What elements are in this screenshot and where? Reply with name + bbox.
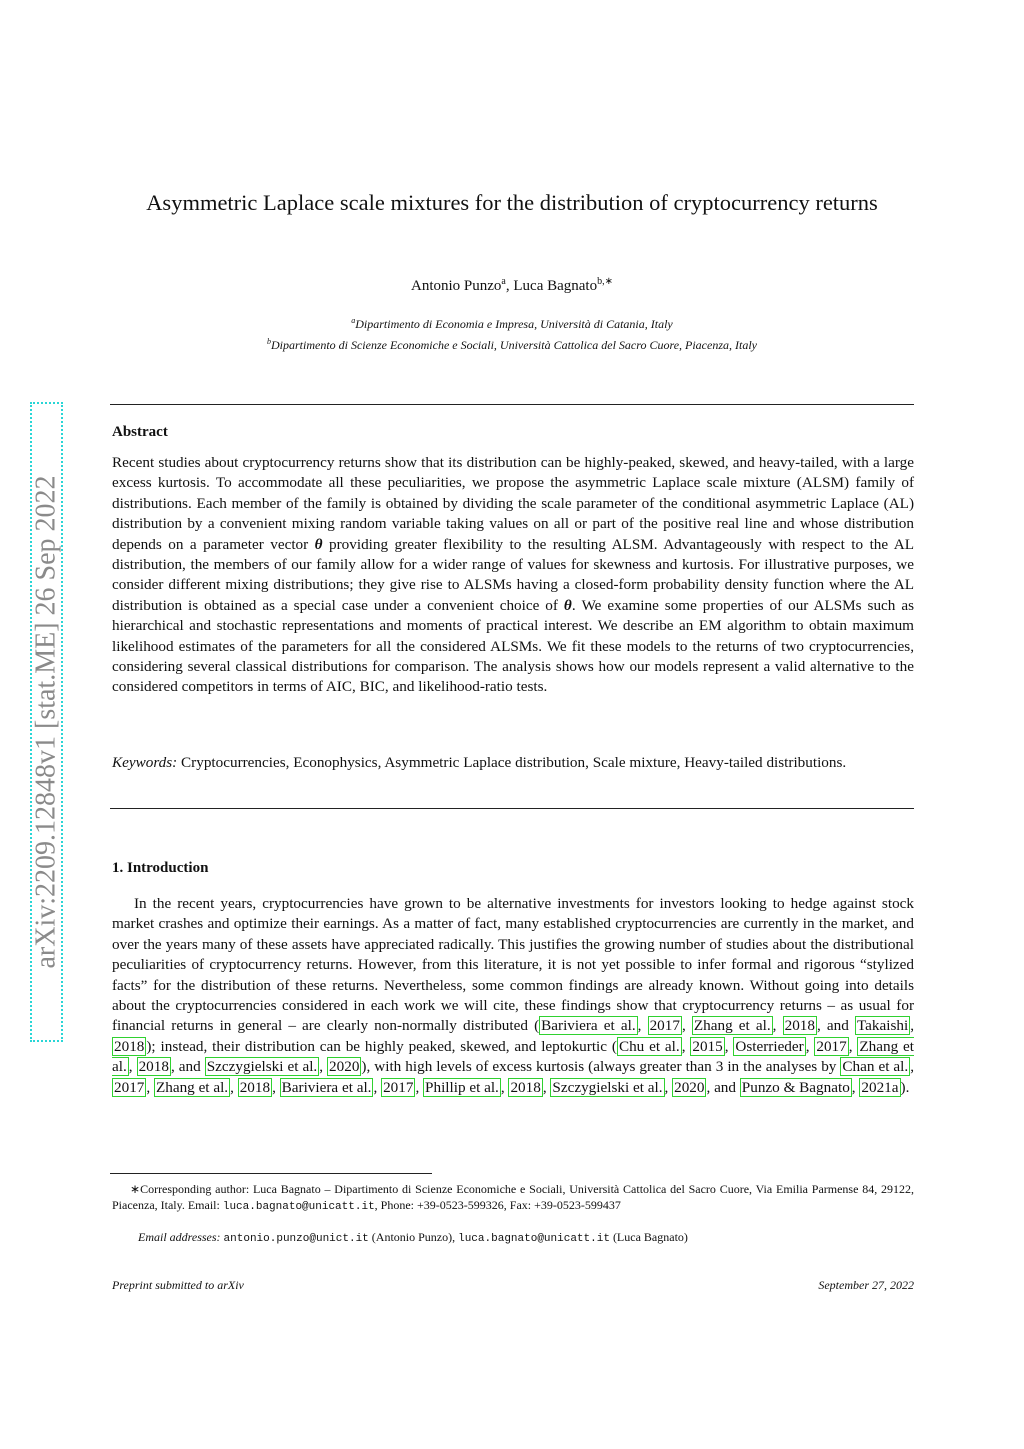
abstract-text: providing greater flexibility to the resulting ALSM. Advantageously with respect to the AL distribution, the members of our family allow for a wider range of values for skewness and kurtosis. For illustrative purposes, we consider different mixing distributions; they give rise to ALSMs having a closed-form probability density function where the AL distribution is obtained as a special case under a convenient choice of [112,535,914,614]
separator: , and [706,1078,740,1096]
abstract-heading: Abstract [112,424,168,440]
citation-link[interactable]: Chu et al. [618,1037,680,1055]
citation-link[interactable]: 2017 [816,1037,847,1055]
separator: , [805,1037,815,1055]
theta-symbol: θ [563,596,572,614]
separator: , [681,1017,692,1035]
arxiv-identifier: arXiv:2209.12848v1 [stat.ME] 26 Sep 2022 [30,475,62,969]
author-affiliation-mark: b,∗ [597,276,613,287]
footnote-mark: ∗ [130,1182,141,1196]
citation-link[interactable]: Takaishi [856,1017,909,1035]
citation-link[interactable]: Chan et al. [842,1058,909,1076]
citation-link[interactable]: Osterrieder [735,1037,804,1055]
arxiv-identifier-box [30,402,63,1042]
email-addresses-label: Email addresses: [138,1230,221,1244]
abstract-top-rule [110,404,914,405]
intro-text: ), with high levels of excess kurtosis (always greater than 3 in the analyses by [361,1058,841,1076]
intro-text: In the recent years, cryptocurrencies have grown to be alternative investments for investors looking to hedge against stock market crashes and optimize their earnings. As a matter of fact, many established cryptocurrencies are currently in the market, and over the years many of these assets have appreciated radically. This justifies the growing number of studies about the distributional peculiarities of cryptocurrency returns. However, from this literature, it is not yet possible to infer formal and rigorous “stylized facts” for the distribution of these returns. Nevertheless, some common findings are already known. Without going into details about the cryptocurrencies considered in each work we will cite, these findings show that cryptocurrency returns – as usual for financial returns in general – are clearly non-normally distributed ( [112,895,914,1035]
citation-link[interactable]: 2018 [138,1058,169,1076]
corresponding-author-footnote [112,1181,914,1215]
separator: , [724,1037,734,1055]
email-addresses-footnote [112,1229,914,1247]
paper-title: Asymmetric Laplace scale mixtures for the distribution of cryptocurrency returns [146,190,878,215]
abstract-body [112,453,914,698]
affiliation-text: Dipartimento di Economia e Impresa, Università di Catania, Italy [355,317,673,331]
separator: , and [816,1017,855,1035]
citation-link[interactable]: Zhang et al. [693,1017,771,1035]
separator: , [128,1058,137,1076]
footnote-rule [110,1173,432,1174]
separator: , [542,1078,551,1096]
footnote-text: , Phone: +39-0523-599326, Fax: +39-0523-599437 [374,1198,621,1212]
citation-link[interactable]: Szczygielski et al. [206,1058,318,1076]
citation-link[interactable]: Zhang et al. [155,1078,229,1096]
citation-link[interactable]: 2020 [329,1058,360,1076]
separator: , [637,1017,648,1035]
separator: , [319,1058,328,1076]
theta-symbol: θ [314,535,323,553]
citation-link[interactable]: 2015 [692,1037,723,1055]
citation-link[interactable]: Phillip et al. [425,1078,499,1096]
separator: , [910,1017,915,1035]
citation-link[interactable]: 2021a [861,1078,899,1096]
author-list: Antonio Punzo$^a$, Luca Bagnato$^{b,∗}$ [411,276,613,294]
author-affiliation-mark: a [501,276,506,287]
citation-link[interactable]: 2017 [649,1017,680,1035]
citation-link[interactable]: 2020 [674,1078,705,1096]
affiliation-b [110,333,914,354]
abstract-text: Recent studies about cryptocurrency returns show that its distribution can be highly-peaked, skewed, and heavy-tailed, with a large excess kurtosis. To accommodate all these peculiarities, we propose the asymmetric Laplace scale mixture (ALSM) family of distributions. Each member of the family is obtained by dividing the scale parameter of the conditional asymmetric Laplace (AL) distribution by a convenient mixing random variable taking values on all or part of the positive real line and whose distribution depends on a parameter vector [112,454,914,553]
separator: , [373,1078,382,1096]
intro-text: ); instead, their distribution can be highly peaked, skewed, and leptokurtic ( [146,1037,617,1055]
abstract-bottom-rule [110,808,914,809]
affiliation-mark: b [266,337,271,346]
citation-link[interactable]: Bariviera et al. [541,1017,636,1035]
separator: , and [170,1058,205,1076]
footnote-text: (Luca Bagnato) [609,1230,688,1244]
footnote-text: Corresponding author: Luca Bagnato – Dipartimento di Scienze Economiche e Sociali, Università Cattolica del Sacro Cuore, Via Emilia Parmense 84, 29122, Piacenza, Italy. Email: [112,1182,914,1212]
separator: , [146,1078,154,1096]
separator: , [848,1037,858,1055]
citation-link[interactable]: Bariviera et al. [281,1078,372,1096]
citation-link[interactable]: 2018 [114,1037,145,1055]
footer-date: September 27, 2022 [818,1278,914,1292]
separator: , [664,1078,673,1096]
keywords [112,753,914,773]
citation-link[interactable]: 2017 [383,1078,414,1096]
email-link[interactable]: antonio.punzo@unict.it [223,1233,369,1245]
footnote-text: (Antonio Punzo), [368,1230,459,1244]
footer-left: Preprint submitted to arXiv [112,1278,244,1292]
separator: , [230,1078,238,1096]
separator: , [500,1078,509,1096]
separator: , [272,1078,280,1096]
separator: , [851,1078,860,1096]
section-heading-introduction: 1. Introduction [112,860,209,876]
separator: , [415,1078,424,1096]
affiliation-mark: a [351,316,356,325]
email-link[interactable]: luca.bagnato@unicatt.it [222,1201,375,1213]
citation-link[interactable]: Szczygielski et al. [552,1078,663,1096]
intro-text: ). [900,1078,910,1096]
citation-link[interactable]: 2017 [114,1078,145,1096]
citation-link[interactable]: 2018 [239,1078,271,1096]
citation-link[interactable]: 2018 [784,1017,815,1035]
keywords-text: Cryptocurrencies, Econophysics, Asymmetric Laplace distribution, Scale mixture, Heavy-tailed distributions. [177,754,847,771]
citation-link[interactable]: Punzo & Bagnato [741,1078,850,1096]
affiliation-a [110,312,914,333]
separator: , [910,1058,914,1076]
affiliations [110,312,914,354]
introduction-paragraph [112,894,914,1098]
page-footer [112,1278,914,1293]
citation-link[interactable]: 2018 [510,1078,541,1096]
author-name: Luca Bagnato [513,278,598,294]
separator: , [772,1017,783,1035]
separator: , [681,1037,691,1055]
author-name: Antonio Punzo [411,278,502,294]
keywords-label: Keywords: [112,754,178,771]
citation-link[interactable]: Zhang et al. [112,1037,915,1076]
abstract-text: . We examine some properties of our ALSMs such as hierarchical and stochastic representations and moments of practical interest. We describe an EM algorithm to obtain maximum likelihood estimates of the parameters for all the considered ALSMs. We fit these models to the returns of two cryptocurrencies, considering several classical distributions for comparison. The analysis shows how our models represent a valid alternative to the considered competitors in terms of AIC, BIC, and likelihood-ratio tests. [112,596,914,696]
email-link[interactable]: luca.bagnato@unicatt.it [458,1233,610,1245]
affiliation-text: Dipartimento di Scienze Economiche e Sociali, Università Cattolica del Sacro Cuore, Piacenza, Italy [270,338,757,352]
